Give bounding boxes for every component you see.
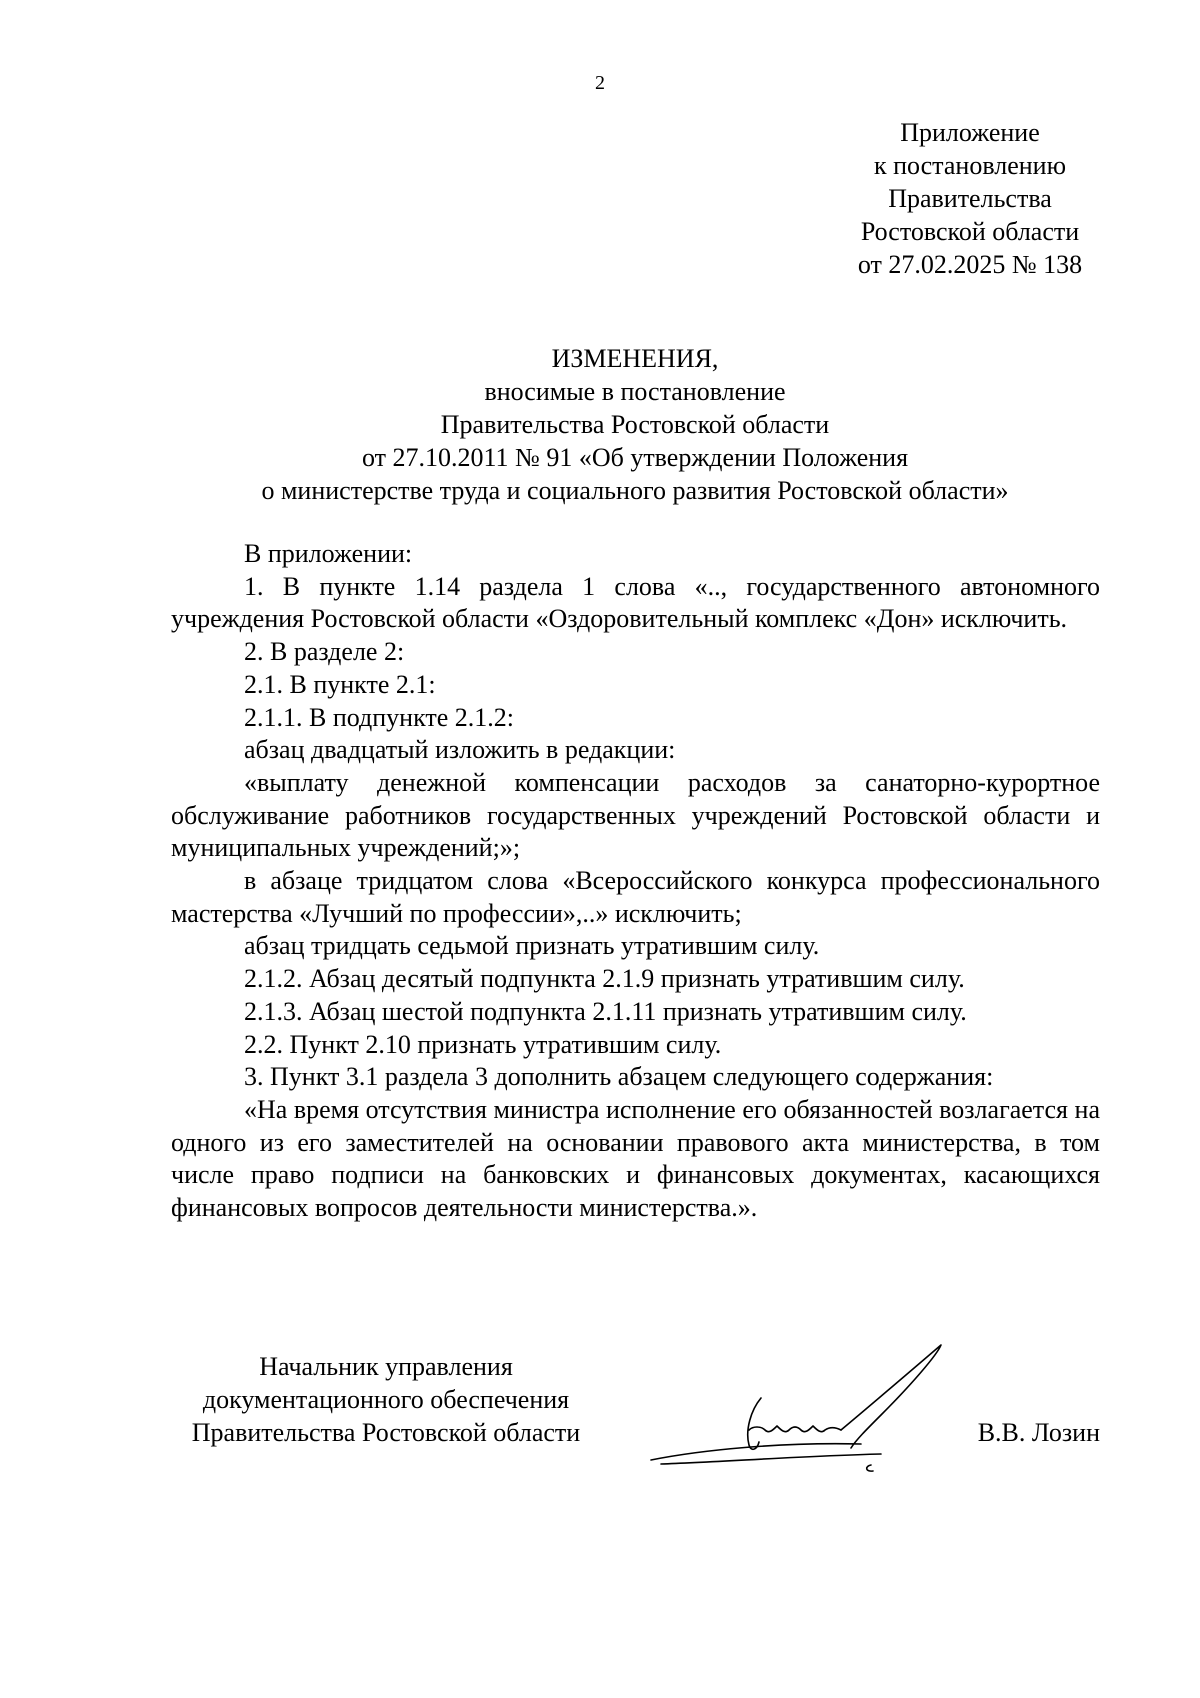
appendix-line: Ростовской области: [860, 217, 1080, 246]
paragraph: 2.1.1. В подпункте 2.1.2:: [244, 702, 514, 732]
paragraph: абзац двадцатый изложить в редакции:: [244, 735, 676, 765]
document-body: [171, 538, 1100, 1225]
paragraph: 3. Пункт 3.1 раздела 3 дополнить абзацем следующего содержания:: [244, 1062, 994, 1092]
paragraph: 2.1.3. Абзац шестой подпункта 2.1.11 признать утратившим силу.: [244, 996, 967, 1026]
appendix-header: [830, 116, 1110, 281]
appendix-line: Правительства: [888, 184, 1052, 213]
paragraph: абзац тридцать седьмой признать утратившим силу.: [244, 931, 820, 961]
paragraph: «выплату денежной компенсации расходов за санаторно-курортное обслуживание работников государственных учреждений Ростовской области и муниципальных учреждений;»;: [171, 767, 1100, 863]
paragraph: В приложении:: [244, 539, 413, 568]
signature-block: [171, 1350, 1100, 1500]
page-number: 2: [595, 72, 605, 94]
paragraph: 2.1.2. Абзац десятый подпункта 2.1.9 признать утратившим силу.: [244, 964, 965, 994]
signer-title-line: Правительства Ростовской области: [191, 1418, 581, 1447]
handwritten-signature-icon: [641, 1330, 961, 1490]
title-line: о министерстве труда и социального развития Ростовской области»: [261, 476, 1009, 505]
title-line: от 27.10.2011 № 91 «Об утверждении Положения: [361, 443, 909, 472]
signer-name: В.В. Лозин: [977, 1418, 1100, 1447]
signer-title-line: документационного обеспечения: [202, 1385, 570, 1414]
paragraph: 1. В пункте 1.14 раздела 1 слова «.., государственного автономного учреждения Ростовской области «Оздоровительный комплекс «Дон» исключить.: [171, 571, 1100, 634]
title-heading: ИЗМЕНЕНИЯ,: [551, 344, 719, 373]
paragraph: 2.2. Пункт 2.10 признать утратившим силу.: [244, 1029, 722, 1059]
appendix-line: Приложение: [900, 118, 1040, 147]
signer-title: [171, 1350, 601, 1449]
paragraph: в абзаце тридцатом слова «Всероссийского конкурса профессионального мастерства «Лучший по профессии»,..» исключить;: [171, 866, 1100, 928]
signer-title-line: Начальник управления: [259, 1352, 513, 1381]
appendix-line: от 27.02.2025 № 138: [857, 250, 1083, 279]
paragraph: «На время отсутствия министра исполнение его обязанностей возлагается на одного из его заместителей на основании правового акта министерства, в том числе право подписи на банковских и финансовых документах, касающихся финансовых вопросов деятельности министерства.».: [171, 1094, 1100, 1223]
title-line: Правительства Ростовской области: [440, 410, 830, 439]
paragraph: 2.1. В пункте 2.1:: [244, 669, 436, 699]
paragraph: 2. В разделе 2:: [244, 637, 405, 667]
document-title: [170, 342, 1100, 507]
appendix-line: к постановлению: [873, 151, 1067, 180]
title-line: вносимые в постановление: [484, 377, 786, 406]
